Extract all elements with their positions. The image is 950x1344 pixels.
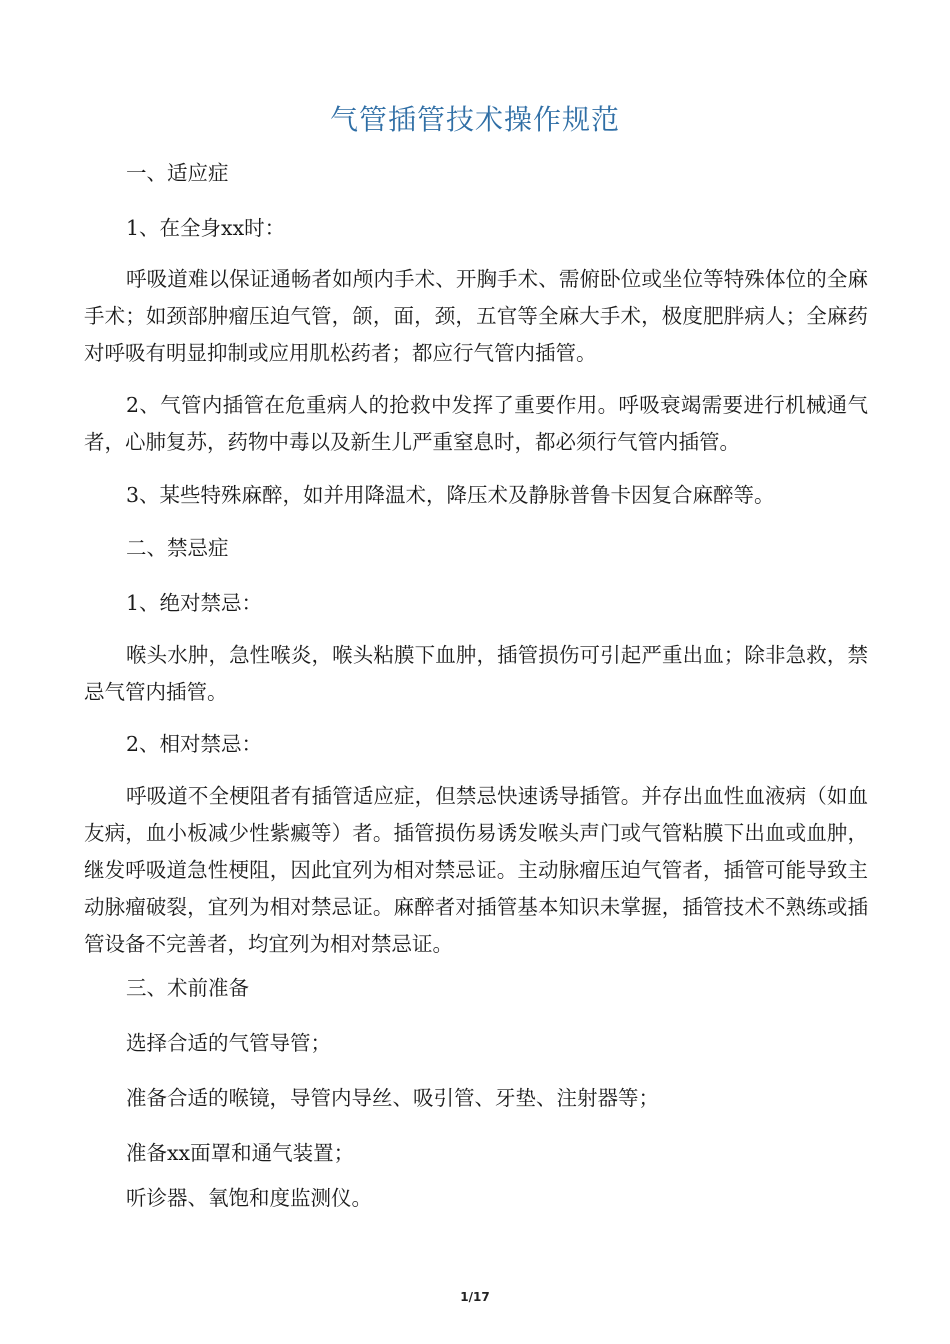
list-item: 选择合适的气管导管；	[126, 1031, 331, 1055]
section-heading-preparation: 三、术前准备	[126, 976, 249, 1000]
section-heading-indications: 一、适应症	[126, 161, 229, 185]
list-item: 准备合适的喉镜，导管内导丝、吸引管、牙垫、注射器等；	[126, 1086, 659, 1110]
paragraph-relative-heading: 2、相对禁忌：	[126, 732, 263, 756]
paragraph-absolute-heading: 1、绝对禁忌：	[126, 591, 263, 615]
section-heading-contraindications: 二、禁忌症	[126, 536, 229, 560]
paragraph-body: 呼吸道不全梗阻者有插管适应症，但禁忌快速诱导插管。并存出血性血液病（如血友病，血小板减少性紫癜等）者。插管损伤易诱发喉头声门或气管粘膜下出血或血肿，继发呼吸道急性梗阻，因此宜列为相对禁忌证。主动脉瘤压迫气管者，插管可能导致主动脉瘤破裂，宜列为相对禁忌证。麻醉者对插管基本知识未掌握，插管技术不熟练或插管设备不完善者，均宜列为相对禁忌证。	[84, 784, 868, 956]
list-item: 听诊器、氧饱和度监测仪。	[126, 1186, 372, 1210]
paragraph-body: 喉头水肿，急性喉炎，喉头粘膜下血肿，插管损伤可引起严重出血；除非急救，禁忌气管内插管。	[84, 643, 868, 704]
paragraph-item-2: 2、气管内插管在危重病人的抢救中发挥了重要作用。呼吸衰竭需要进行机械通气者，心肺复苏，药物中毒以及新生儿严重窒息时，都必须行气管内插管。	[84, 393, 868, 454]
paragraph-item-1: 1、在全身xx时：	[126, 216, 286, 240]
page-number: 1/17	[460, 1290, 490, 1304]
document-title: 气管插管技术操作规范	[329, 103, 620, 136]
list-item: 准备xx面罩和通气装置；	[126, 1141, 355, 1165]
paragraph-body: 呼吸道难以保证通畅者如颅内手术、开胸手术、需俯卧位或坐位等特殊体位的全麻手术；如颈部肿瘤压迫气管，颌，面，颈，五官等全麻大手术，极度肥胖病人；全麻药对呼吸有明显抑制或应用肌松药者；都应行气管内插管。	[84, 267, 868, 365]
paragraph-item-3: 3、某些特殊麻醉，如并用降温术，降压术及静脉普鲁卡因复合麻醉等。	[126, 483, 775, 507]
